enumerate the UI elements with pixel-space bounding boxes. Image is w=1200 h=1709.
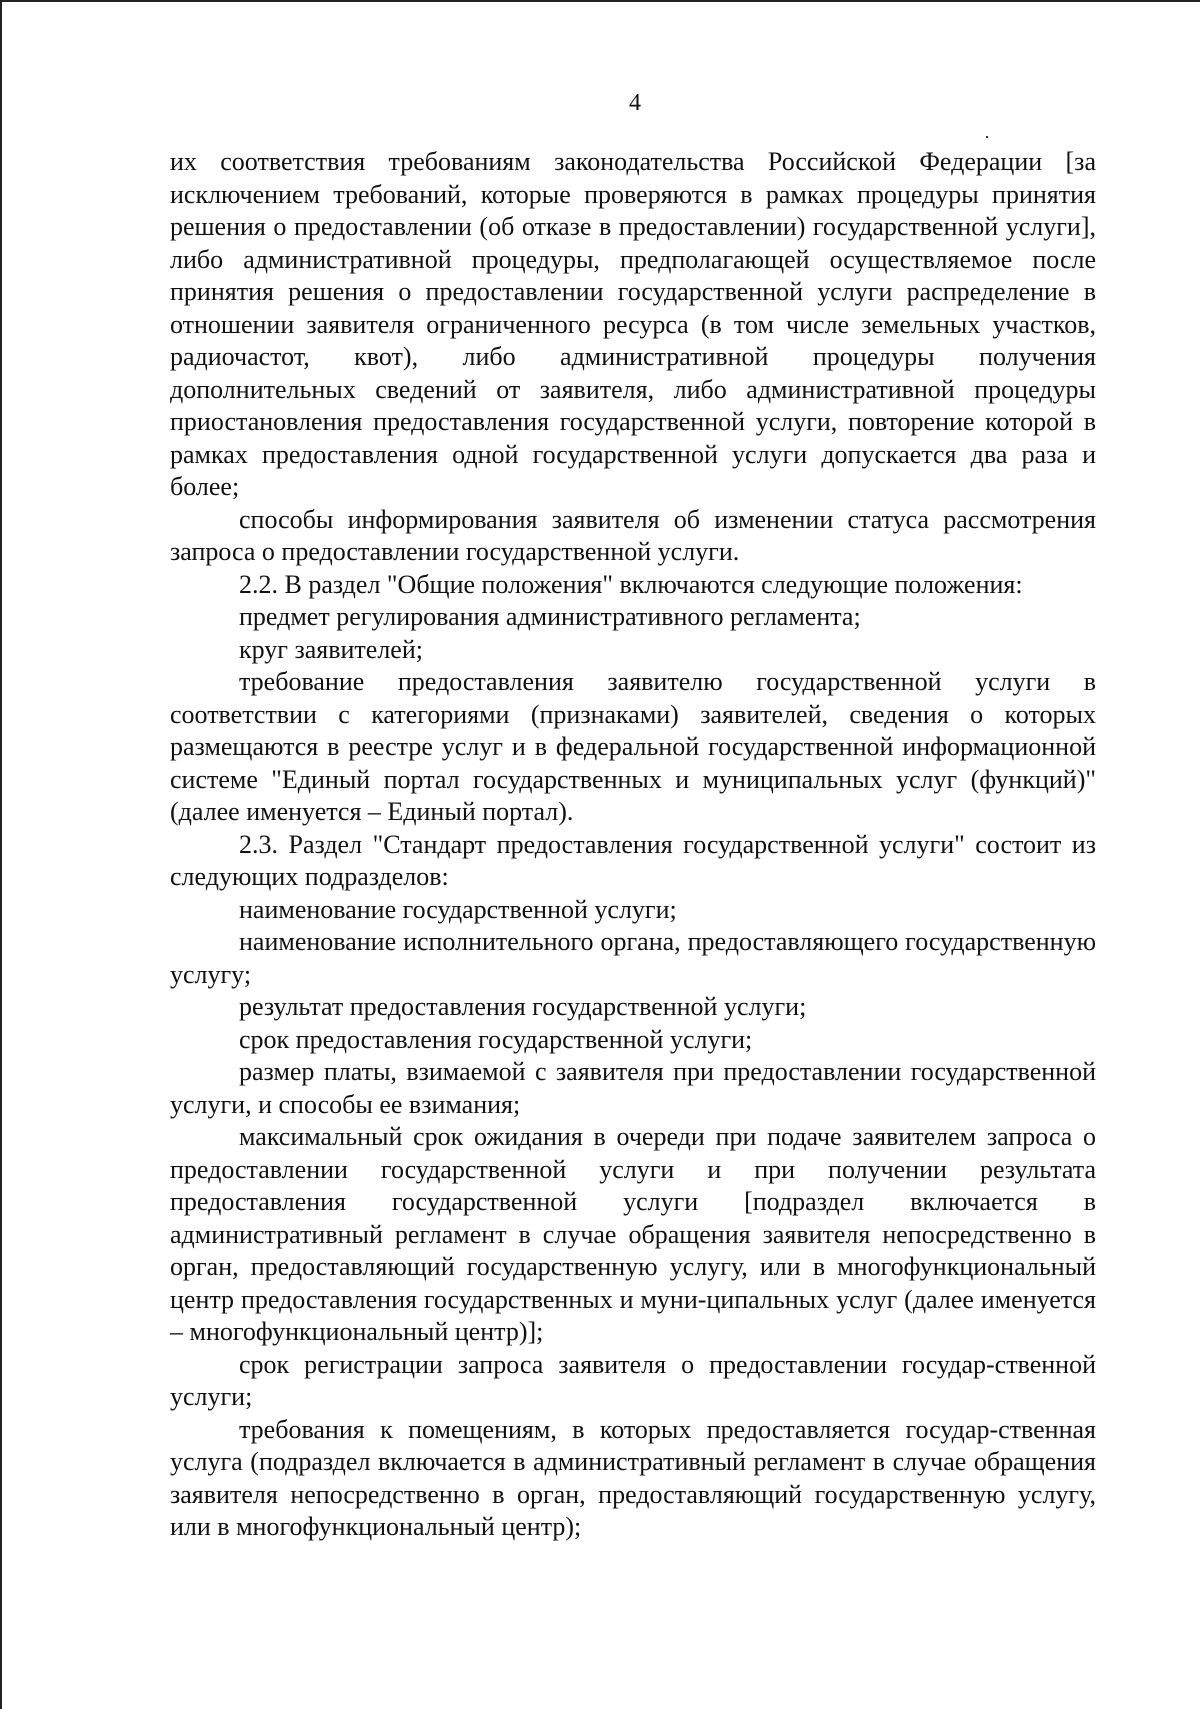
list-item-premises: требования к помещениям, в которых предоставляется государ-ственная услуга (подраздел включается в административный регламент в случае обращения заявителя непосредственно в орган, предоставляющий государственную услугу, или в многофункциональный центр);	[170, 1414, 1096, 1541]
scan-border-top	[0, 0, 1200, 2]
list-item-queue-time: максимальный срок ожидания в очереди при подаче заявителем запроса о предоставлении государственной услуги и при получении результата предоставления государственной услуги [подраздел включается в административный регламент в случае обращения заявителя непосредственно в орган, предоставляющий государственную услугу, или в многофункциональный центр предоставления государственных и муни-ципальных услуг (далее именуется – многофункциональный центр)];	[170, 1122, 1096, 1346]
scan-speck	[986, 136, 988, 138]
paragraph-section-2-2: 2.2. В раздел "Общие положения" включаются следующие положения:	[239, 569, 1023, 599]
list-item-service-result: результат предоставления государственной услуги;	[239, 992, 807, 1021]
paragraph-continuation: их соответствия требованиям законодательства Российской Федерации [за исключением требований, которые проверяются в рамках процедуры принятия решения о предоставлении (об отказе в предоставлении) государственной услуги], либо административной процедуры, предполагающей осуществляемое после принятия решения о предоставлении государственной услуги распределение в отношении заявителя ограниченного ресурса (в том числе земельных участков, радиочастот, квот), либо административной процедуры получения дополнительных сведений от заявителя, либо административной процедуры приостановления предоставления государственной услуги, повторение которой в рамках предоставления одной государственной услуги допускается два раза и более;	[170, 147, 1096, 501]
scan-border-left	[0, 0, 2, 1709]
list-item-service-name: наименование государственной услуги;	[239, 894, 677, 924]
list-item-regulation-subject: предмет регулирования административного регламента;	[239, 602, 861, 631]
list-item-service-requirement: требование предоставления заявителю государственной услуги в соответствии с категориями (признаками) заявителей, сведения о которых размещаются в реестре услуг и в федеральной государственной информационной системе "Единый портал государственных и муниципальных услуг (функций)" (далее именуется – Единый портал).	[170, 667, 1096, 826]
list-item-registration-term: срок регистрации запроса заявителя о предоставлении государ-ственной услуги;	[170, 1349, 1096, 1411]
document-body	[170, 146, 1096, 1544]
list-item-executive-body: наименование исполнительного органа, предоставляющего государственную услугу;	[170, 927, 1096, 989]
list-item-applicants: круг заявителей;	[239, 634, 423, 664]
list-item-fee: размер платы, взимаемой с заявителя при предоставлении государственной услуги, и способы ее взимания;	[170, 1057, 1096, 1119]
list-item-service-term: срок предоставления государственной услуги;	[239, 1024, 753, 1054]
paragraph-status-info: способы информирования заявителя об изменении статуса рассмотрения запроса о предоставлении государственной услуги.	[170, 504, 1096, 566]
paragraph-section-2-3: 2.3. Раздел "Стандарт предоставления государственной услуги" состоит из следующих подразделов:	[170, 829, 1096, 891]
page-number: 4	[629, 90, 641, 116]
